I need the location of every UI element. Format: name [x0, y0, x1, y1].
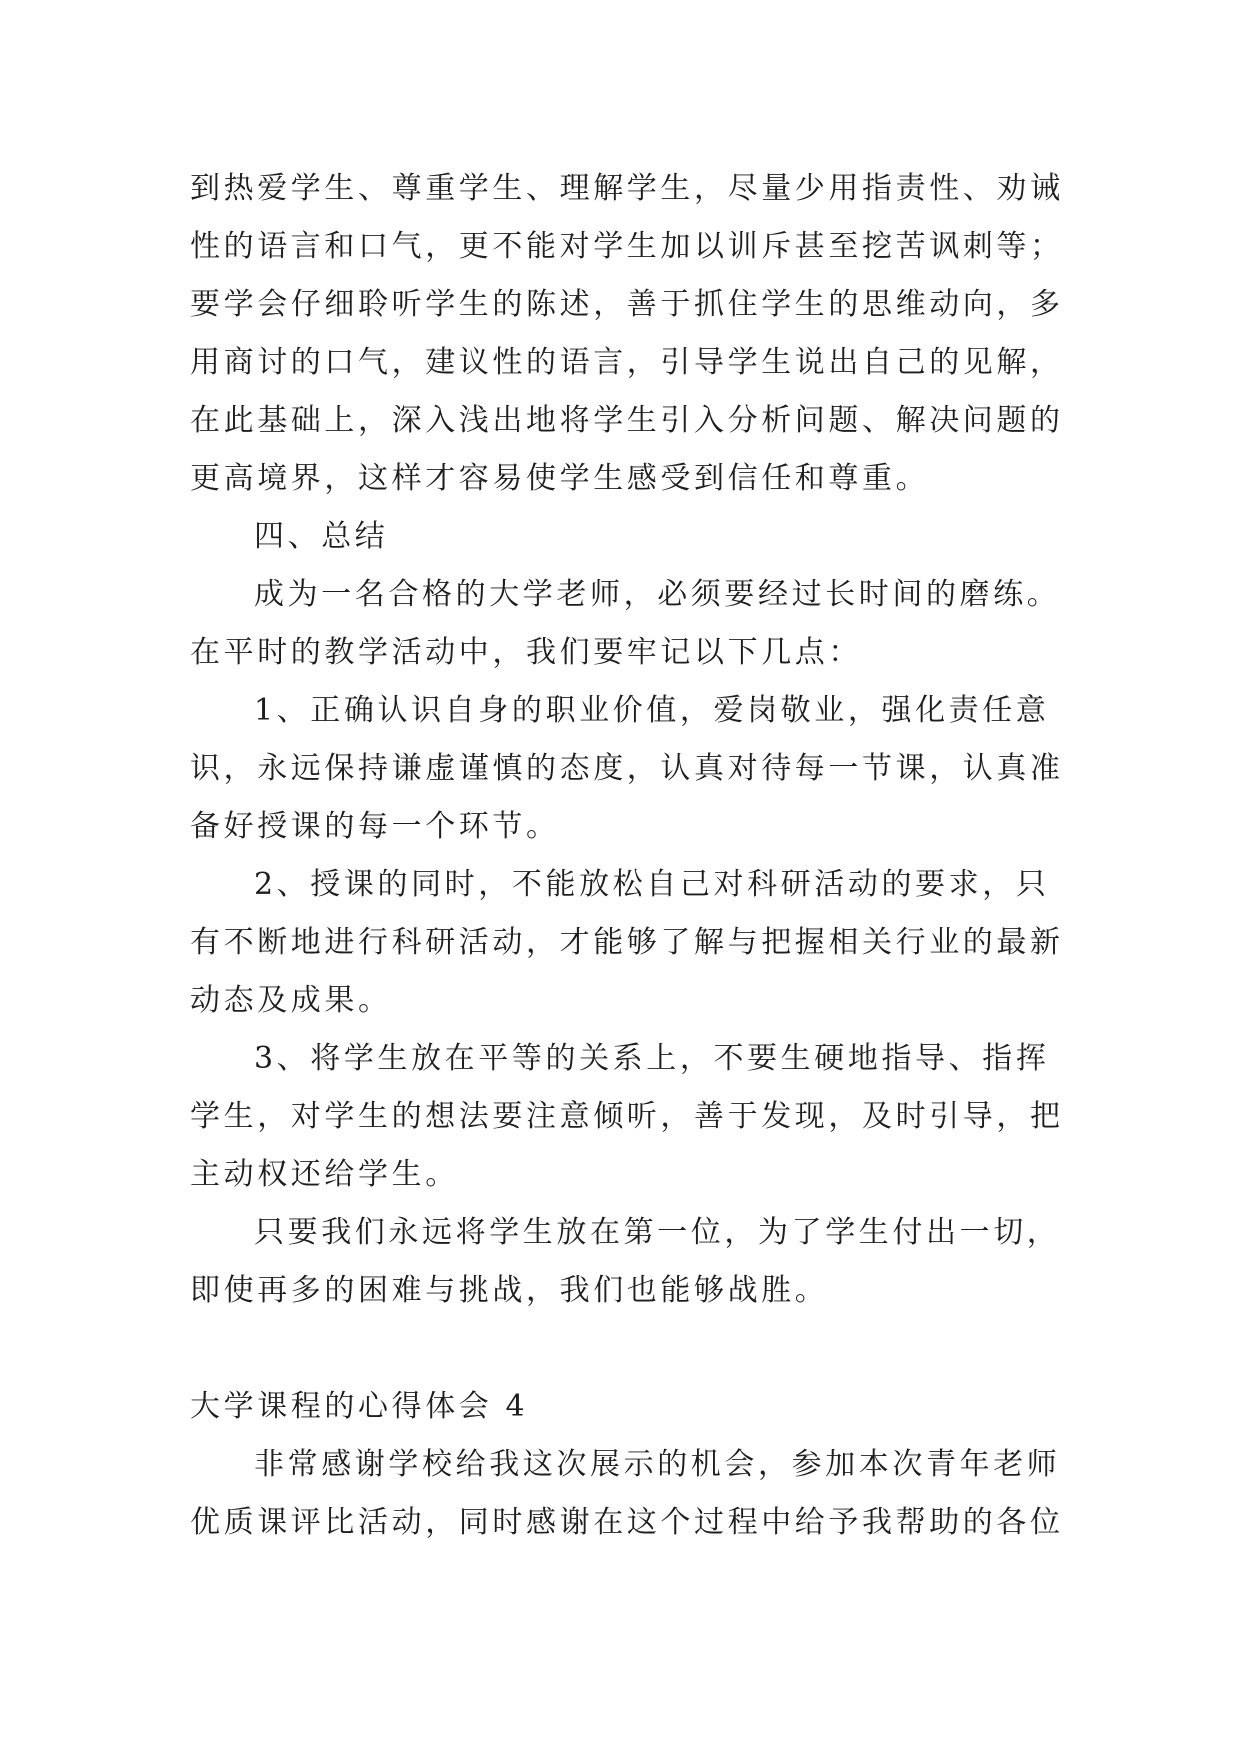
body-line: 非常感谢学校给我这次展示的机会，参加本次青年老师 [254, 1447, 1061, 1482]
list-item-2: 2、授课的同时，不能放松自己对科研活动的要求，只 [254, 867, 1050, 902]
body-line: 在平时的教学活动中，我们要牢记以下几点： [190, 635, 862, 670]
body-line: 主动权还给学生。 [190, 1157, 459, 1192]
body-line: 到热爱学生、尊重学生、理解学生，尽量少用指责性、劝诫 [190, 171, 1064, 206]
body-line: 性的语言和口气，更不能对学生加以训斥甚至挖苦讽刺等； [190, 229, 1064, 264]
body-line: 动态及成果。 [190, 983, 392, 1018]
body-line: 学生，对学生的想法要注意倾听，善于发现，及时引导，把 [190, 1099, 1064, 1134]
list-item-1: 1、正确认识自身的职业价值，爱岗敬业，强化责任意 [254, 693, 1050, 728]
body-line: 在此基础上，深入浅出地将学生引入分析问题、解决问题的 [190, 403, 1064, 438]
section-heading: 四、总结 [254, 519, 389, 554]
body-line: 用商讨的口气，建议性的语言，引导学生说出自己的见解， [190, 345, 1064, 380]
body-line: 有不断地进行科研活动，才能够了解与把握相关行业的最新 [190, 925, 1064, 960]
body-line: 只要我们永远将学生放在第一位，为了学生付出一切， [254, 1215, 1061, 1250]
body-line: 要学会仔细聆听学生的陈述，善于抓住学生的思维动向，多 [190, 287, 1064, 322]
body-line: 优质课评比活动，同时感谢在这个过程中给予我帮助的各位 [190, 1505, 1064, 1540]
body-line: 备好授课的每一个环节。 [190, 809, 560, 844]
document-body [190, 160, 1064, 1552]
body-line: 成为一名合格的大学老师，必须要经过长时间的磨练。 [254, 577, 1061, 612]
body-line: 更高境界，这样才容易使学生感受到信任和尊重。 [190, 461, 930, 496]
body-line: 识，永远保持谦虚谨慎的态度，认真对待每一节课，认真准 [190, 751, 1064, 786]
paragraph-gap [190, 1320, 1060, 1378]
section-title: 大学课程的心得体会 4 [190, 1389, 529, 1424]
list-item-3: 3、将学生放在平等的关系上，不要生硬地指导、指挥 [254, 1041, 1050, 1076]
body-line: 即使再多的困难与挑战，我们也能够战胜。 [190, 1273, 829, 1308]
